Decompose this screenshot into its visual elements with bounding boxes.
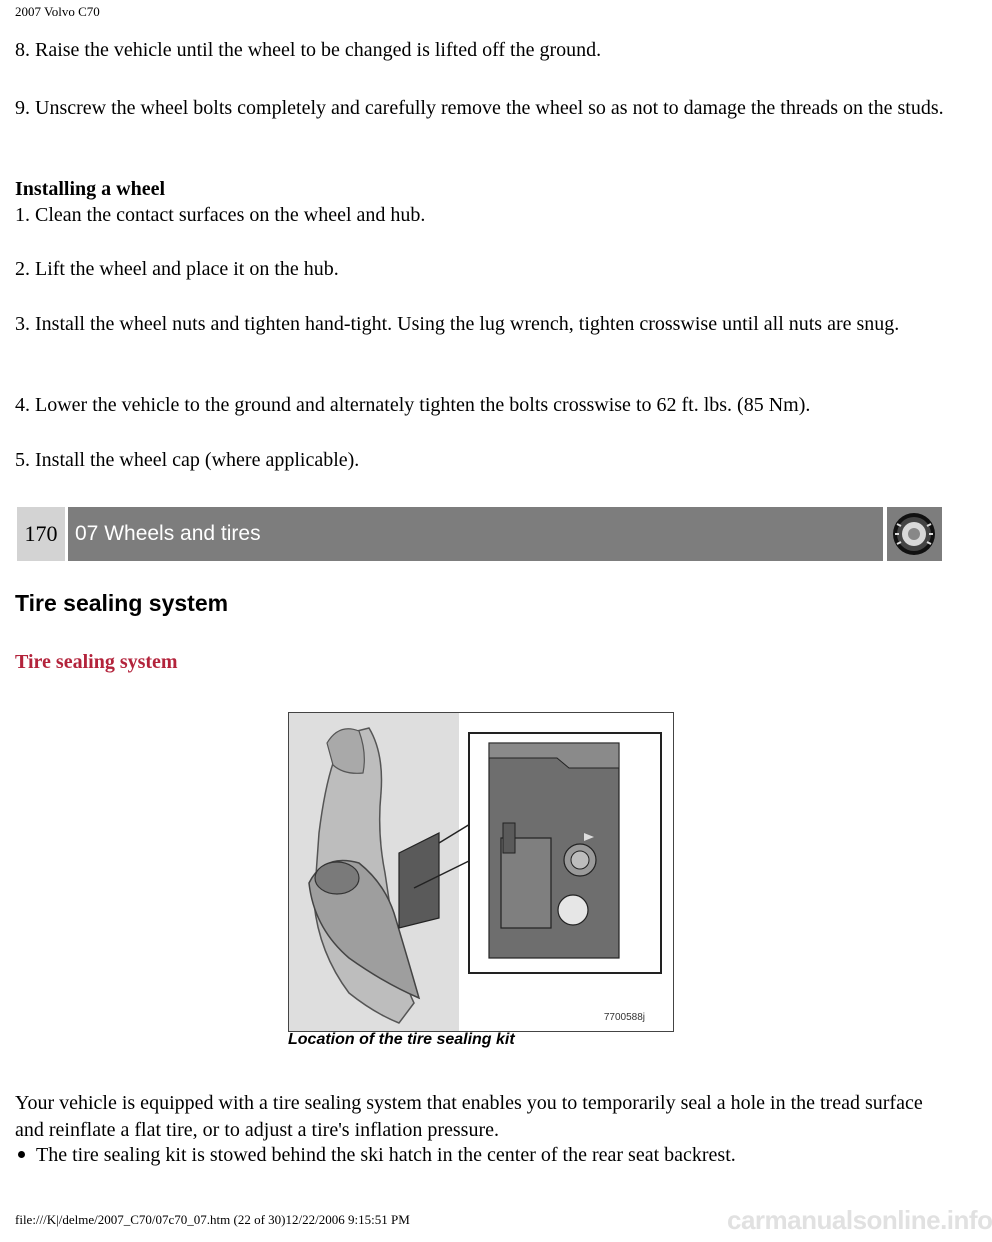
tire-icon xyxy=(889,510,939,558)
installing-heading: Installing a wheel xyxy=(15,178,166,200)
footer-file-path: file:///K|/delme/2007_C70/07c70_07.htm (22 of 30)12/22/2006 9:15:51 PM xyxy=(15,1212,410,1227)
tire-sealing-kit-illustration xyxy=(288,712,674,1032)
chapter-banner xyxy=(17,507,942,561)
document-header-title: 2007 Volvo C70 xyxy=(15,4,100,19)
step-8: 8. Raise the vehicle until the wheel to be changed is lifted off the ground. xyxy=(15,39,602,61)
banner-divider-right xyxy=(883,507,887,561)
watermark: carmanualsonline.info xyxy=(727,1205,992,1235)
banner-divider xyxy=(65,507,68,561)
install-step-1: 1. Clean the contact surfaces on the wheel and hub. xyxy=(15,204,426,226)
section-subtitle: Tire sealing system xyxy=(15,651,178,673)
intro-paragraph: Your vehicle is equipped with a tire sealing system that enables you to temporarily seal a hole in the tread surface and reinflate a flat tire, or to adjust a tire's inflation pressure. xyxy=(15,1092,923,1141)
install-step-5: 5. Install the wheel cap (where applicable). xyxy=(15,449,360,471)
install-step-4: 4. Lower the vehicle to the ground and alternately tighten the bolts crosswise to 62 ft. lbs. (85 Nm). xyxy=(15,394,811,416)
section-title: Tire sealing system xyxy=(15,590,229,616)
bullet-text: The tire sealing kit is stowed behind the ski hatch in the center of the rear seat backrest. xyxy=(36,1144,736,1166)
step-9: 9. Unscrew the wheel bolts completely and carefully remove the wheel so as not to damage the threads on the studs. xyxy=(15,97,944,119)
install-step-2: 2. Lift the wheel and place it on the hub. xyxy=(15,258,339,280)
figure-caption: Location of the tire sealing kit xyxy=(288,1031,515,1048)
figure-code: 7700588j xyxy=(603,1012,645,1023)
list-item xyxy=(15,1142,945,1169)
page-number: 170 xyxy=(17,507,65,561)
chapter-title: 07 Wheels and tires xyxy=(75,522,261,545)
install-step-3: 3. Install the wheel nuts and tighten hand-tight. Using the lug wrench, tighten crosswise until all nuts are snug. xyxy=(15,313,900,335)
bullet-icon xyxy=(18,1151,25,1158)
